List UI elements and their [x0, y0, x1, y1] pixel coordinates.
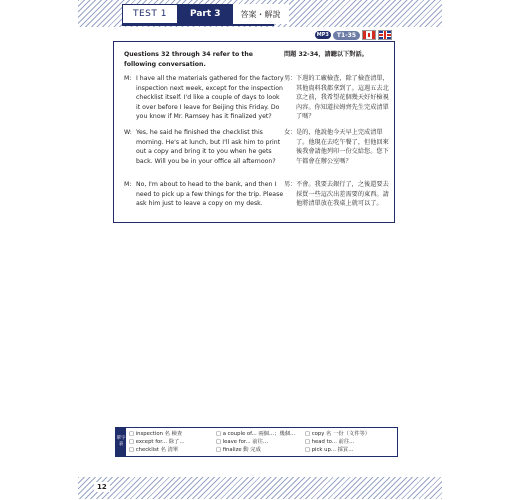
- mp3-badge: MP3: [316, 32, 329, 38]
- test-tab: TEST 1: [122, 4, 178, 24]
- turn-text: No, I'm about to head to the bank, and then I need to pick up a few things for the trip. Please ask him just to leave a copy on my desk.: [136, 181, 284, 207]
- speaker-label: 男：: [284, 181, 297, 188]
- turn-text: I have all the materials gathered for the factory inspection next week, except for the inspection checklist itself. I'd like a couple of days to look it over before I leave for Beijing this Friday. Do you know if Mr. Ramsey has it finalized yet?: [136, 75, 284, 120]
- speaker-label: W:: [124, 129, 132, 136]
- turn-text: Yes, he said he finished the checklist this morning. He's at lunch, but I'll ask him to print out a copy and bring it to you when he gets back. Will you be in your office all afternoon?: [136, 129, 281, 165]
- speaker-label: M:: [124, 75, 132, 82]
- vocab-item: □ inspection 名 檢查: [129, 431, 183, 437]
- header-tabs: [122, 4, 289, 24]
- vocab-item: □ pick up... 採買…: [305, 447, 354, 453]
- vocab-item: □ head to... 前往…: [305, 439, 355, 445]
- page-number: 12: [94, 482, 110, 492]
- chinese-heading: 問題 32-34，請聽以下對話。: [284, 51, 368, 58]
- speaker-label: M:: [124, 181, 132, 188]
- chinese-turn-2: [284, 128, 390, 166]
- canada-flag-icon: [362, 30, 376, 40]
- vocabulary-box: [115, 427, 398, 457]
- section-tab: 答案・解說: [233, 4, 289, 24]
- chinese-turn-1: [284, 74, 390, 122]
- turn-text: 下週的工廠檢查，除了檢查清單，其他資料我都拿到了。這週五去北京之前，我希望花個幾天好好檢視內容。你知道拉姆齊先生完成清單了嗎？: [296, 75, 389, 120]
- vocab-item: □ except for... 除了…: [129, 439, 185, 445]
- vocab-item: □ copy 名 一份（文件等）: [305, 431, 371, 437]
- vocab-item: □ a couple of... 兩個…；幾個…: [216, 431, 296, 437]
- question-box: [113, 41, 395, 223]
- vocab-item: □ checklist 名 清單: [129, 447, 179, 453]
- english-heading: Questions 32 through 34 refer to the following conversation.: [124, 51, 253, 68]
- track-badge: T1-35: [333, 31, 360, 40]
- header-underline: [122, 24, 274, 26]
- turn-text: 是的，他說他今天早上完成清單了。他現在去吃午餐了，但他回來後我會請他列印一份交給您。您下午都會在辦公室嗎？: [296, 129, 389, 165]
- speaker-label: 男：: [284, 75, 297, 82]
- english-turn-3: [124, 180, 284, 209]
- part-tab: Part 3: [178, 4, 233, 24]
- english-turn-1: [124, 74, 284, 122]
- chinese-turn-3: [284, 180, 390, 209]
- vocab-item: □ finalize 動 完成: [216, 447, 261, 453]
- footer-band: [78, 477, 442, 499]
- speaker-label: 女：: [284, 129, 297, 136]
- audio-track-info: [315, 30, 392, 40]
- vocab-item: □ leave for... 前往…: [216, 439, 269, 445]
- english-turn-2: [124, 128, 284, 166]
- vocabulary-label: 單字表: [116, 428, 126, 456]
- uk-flag-icon: [378, 30, 392, 40]
- turn-text: 不會。我要去銀行了，之後還要去採買一些這次出差需要的東西。請他將清單放在我桌上就可以了。: [296, 181, 389, 207]
